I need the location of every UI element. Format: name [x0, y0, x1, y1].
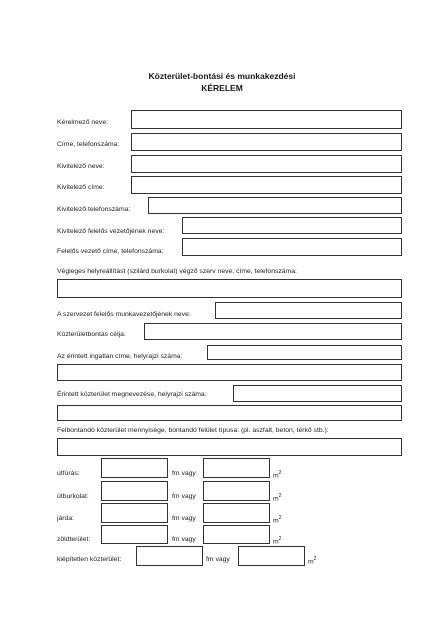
contractor-address-label: Kivitelező címe:	[57, 184, 105, 191]
road-surface-fm-field[interactable]	[101, 481, 168, 501]
applicant-name-field[interactable]	[131, 110, 402, 129]
contractor-manager-field[interactable]	[182, 217, 402, 234]
undeveloped-area-m2-unit: $m^2$	[308, 556, 317, 566]
final-restoration-label: Végleges helyreállítást (szilárd burkolat) végző szerv neve, címe, telefonszáma:	[57, 268, 297, 275]
property-address-field[interactable]	[207, 345, 402, 360]
applicant-address-label: Címe, telefonszáma:	[57, 141, 120, 148]
public-area-field-2[interactable]	[57, 405, 402, 421]
undeveloped-area-fm-field[interactable]	[136, 546, 203, 566]
manager-address-field[interactable]	[182, 238, 402, 256]
undeveloped-area-label: kiépítetlen közterület:	[57, 556, 122, 563]
road-drilling-m2-unit: $m^2$	[273, 470, 282, 480]
work-supervisor-field[interactable]	[215, 302, 402, 319]
contractor-phone-label: Kivitelező telefonszáma:	[57, 206, 131, 213]
sidewalk-m2-unit: $m^2$	[273, 515, 282, 525]
form-subtitle: KÉRELEM	[201, 83, 243, 93]
road-surface-label: útburkolat:	[57, 493, 89, 500]
green-area-m2-field[interactable]	[203, 525, 270, 544]
property-address-label: Az érintett ingatlan címe, helyrajzi száma:	[57, 353, 183, 360]
sidewalk-m2-field[interactable]	[203, 503, 270, 523]
form-title: Közterület-bontási és munkakezdési	[148, 71, 296, 81]
undeveloped-area-fm-unit: fm vagy	[206, 556, 230, 563]
sidewalk-fm-unit: fm vagy	[172, 515, 196, 522]
excavation-purpose-field[interactable]	[144, 323, 402, 340]
green-area-m2-unit: $m^2$	[273, 536, 282, 546]
excavation-purpose-label: Közterületbontás célja:	[57, 331, 126, 338]
manager-address-label: Felelős vezető címe, telefonszáma:	[57, 248, 164, 255]
contractor-name-label: Kivitelező neve:	[57, 163, 105, 170]
road-drilling-fm-field[interactable]	[101, 458, 168, 478]
public-area-field[interactable]	[233, 385, 402, 402]
road-drilling-m2-field[interactable]	[203, 458, 270, 478]
road-drilling-label: útfúrás:	[57, 470, 80, 477]
work-supervisor-label: A szervezet felelős munkavezetőjének neve:	[57, 311, 191, 318]
green-area-fm-field[interactable]	[101, 525, 168, 544]
road-drilling-fm-unit: fm vagy	[172, 470, 196, 477]
road-surface-fm-unit: fm vagy	[172, 493, 196, 500]
road-surface-m2-field[interactable]	[203, 481, 270, 501]
green-area-fm-unit: fm vagy	[172, 536, 196, 543]
sidewalk-fm-field[interactable]	[101, 503, 168, 523]
road-surface-m2-unit: $m^2$	[273, 493, 282, 503]
excavation-quantity-label: Felbontandó közterület mennyisége, bontandó felület típusa: (pl. aszfalt, beton, térkő stb.):	[57, 427, 329, 434]
sidewalk-label: járda:	[57, 515, 75, 522]
final-restoration-field[interactable]	[57, 279, 402, 298]
undeveloped-area-m2-field[interactable]	[238, 546, 305, 566]
applicant-address-field[interactable]	[131, 133, 402, 151]
green-area-label: zöldterület:	[57, 536, 91, 543]
property-address-field-2[interactable]	[57, 364, 402, 381]
contractor-address-field[interactable]	[131, 176, 402, 194]
contractor-name-field[interactable]	[131, 155, 402, 173]
excavation-quantity-field[interactable]	[57, 438, 402, 456]
contractor-phone-field[interactable]	[148, 197, 402, 214]
public-area-label: Érintett közterület megnevezése, helyrajzi száma:	[57, 391, 207, 398]
contractor-manager-label: Kivitelező felelős vezetőjének neve:	[57, 228, 165, 235]
applicant-name-label: Kérelmező neve:	[57, 119, 109, 126]
